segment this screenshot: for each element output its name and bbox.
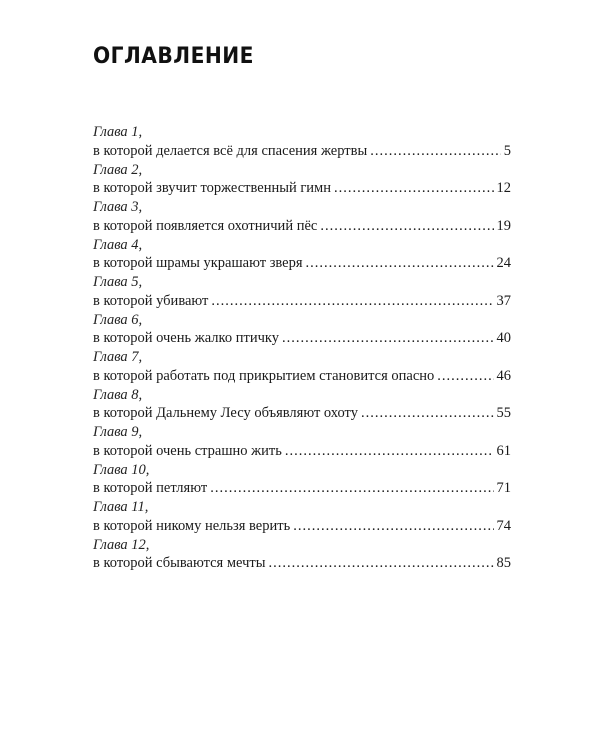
dot-leader [320,217,493,236]
chapter-description: в которой звучит торжественный гимн [93,180,331,196]
chapter-label: Глава 5, [93,274,143,290]
chapter-line [93,442,511,461]
dot-leader [306,254,494,273]
chapter-label: Глава 4, [93,236,143,253]
page-number: 46 [496,367,511,384]
toc-entry[interactable] [93,498,511,536]
page-title: ОГЛАВЛЕНИЕ [93,44,254,69]
toc-entry[interactable] [93,536,511,574]
chapter-label: Глава 3, [93,199,143,215]
dot-leader [211,292,493,311]
page-number: 5 [503,142,511,159]
page-number: 12 [496,180,511,196]
dot-leader [361,404,494,423]
chapter-label: Глава 10, [93,461,150,478]
chapter-description: в которой очень страшно жить [93,442,282,459]
chapter-label: Глава 2, [93,161,143,178]
chapter-line [93,329,511,348]
toc-entry[interactable] [93,386,511,424]
chapter-description: в которой очень жалко птичку [93,330,279,346]
chapter-line [93,254,511,273]
chapter-label: Глава 12, [93,536,150,553]
dot-leader [282,329,494,348]
chapter-label: Глава 11, [93,499,149,515]
toc-entry[interactable] [93,461,511,499]
dot-leader [437,367,493,386]
dot-leader [334,179,494,198]
chapter-line [93,217,511,236]
chapter-line [93,367,511,386]
page-number: 55 [496,405,511,421]
table-of-contents [93,123,511,573]
toc-entry[interactable] [93,198,511,236]
chapter-line [93,142,511,161]
chapter-label: Глава 1, [93,124,143,140]
toc-entry[interactable] [93,348,511,386]
chapter-description: в которой убивают [93,292,209,309]
chapter-description: в которой петляют [93,480,208,496]
page-number: 19 [496,217,511,234]
page-number: 40 [496,330,511,346]
chapter-line [93,292,511,311]
chapter-label: Глава 9, [93,424,143,440]
chapter-description: в которой Дальнему Лесу объявляют охоту [93,405,358,421]
page-number: 71 [496,480,511,496]
chapter-description: в которой появляется охотничий пёс [93,217,318,234]
chapter-description: в которой работать под прикрытием становится опасно [93,367,435,384]
chapter-description: в которой шрамы украшают зверя [93,255,303,271]
toc-entry[interactable] [93,161,511,199]
chapter-description: в которой делается всё для спасения жертвы [93,142,368,159]
chapter-line [93,554,511,573]
toc-entry[interactable] [93,273,511,311]
toc-entry[interactable] [93,123,511,161]
chapter-line [93,404,511,423]
toc-entry[interactable] [93,236,511,274]
chapter-label: Глава 8, [93,386,143,403]
chapter-line [93,517,511,536]
page-number: 24 [496,255,511,271]
page-number: 37 [496,292,511,309]
page-number: 61 [496,442,511,459]
dot-leader [268,554,493,573]
chapter-description: в которой никому нельзя верить [93,517,291,534]
chapter-description: в которой сбываются мечты [93,555,266,571]
chapter-line [93,479,511,498]
dot-leader [285,442,494,461]
chapter-label: Глава 7, [93,349,143,365]
dot-leader [370,142,501,161]
dot-leader [293,517,493,536]
chapter-label: Глава 6, [93,311,143,328]
toc-entry[interactable] [93,423,511,461]
chapter-line [93,179,511,198]
dot-leader [210,479,493,498]
page-number: 85 [496,555,511,571]
page-number: 74 [496,517,511,534]
toc-entry[interactable] [93,311,511,349]
